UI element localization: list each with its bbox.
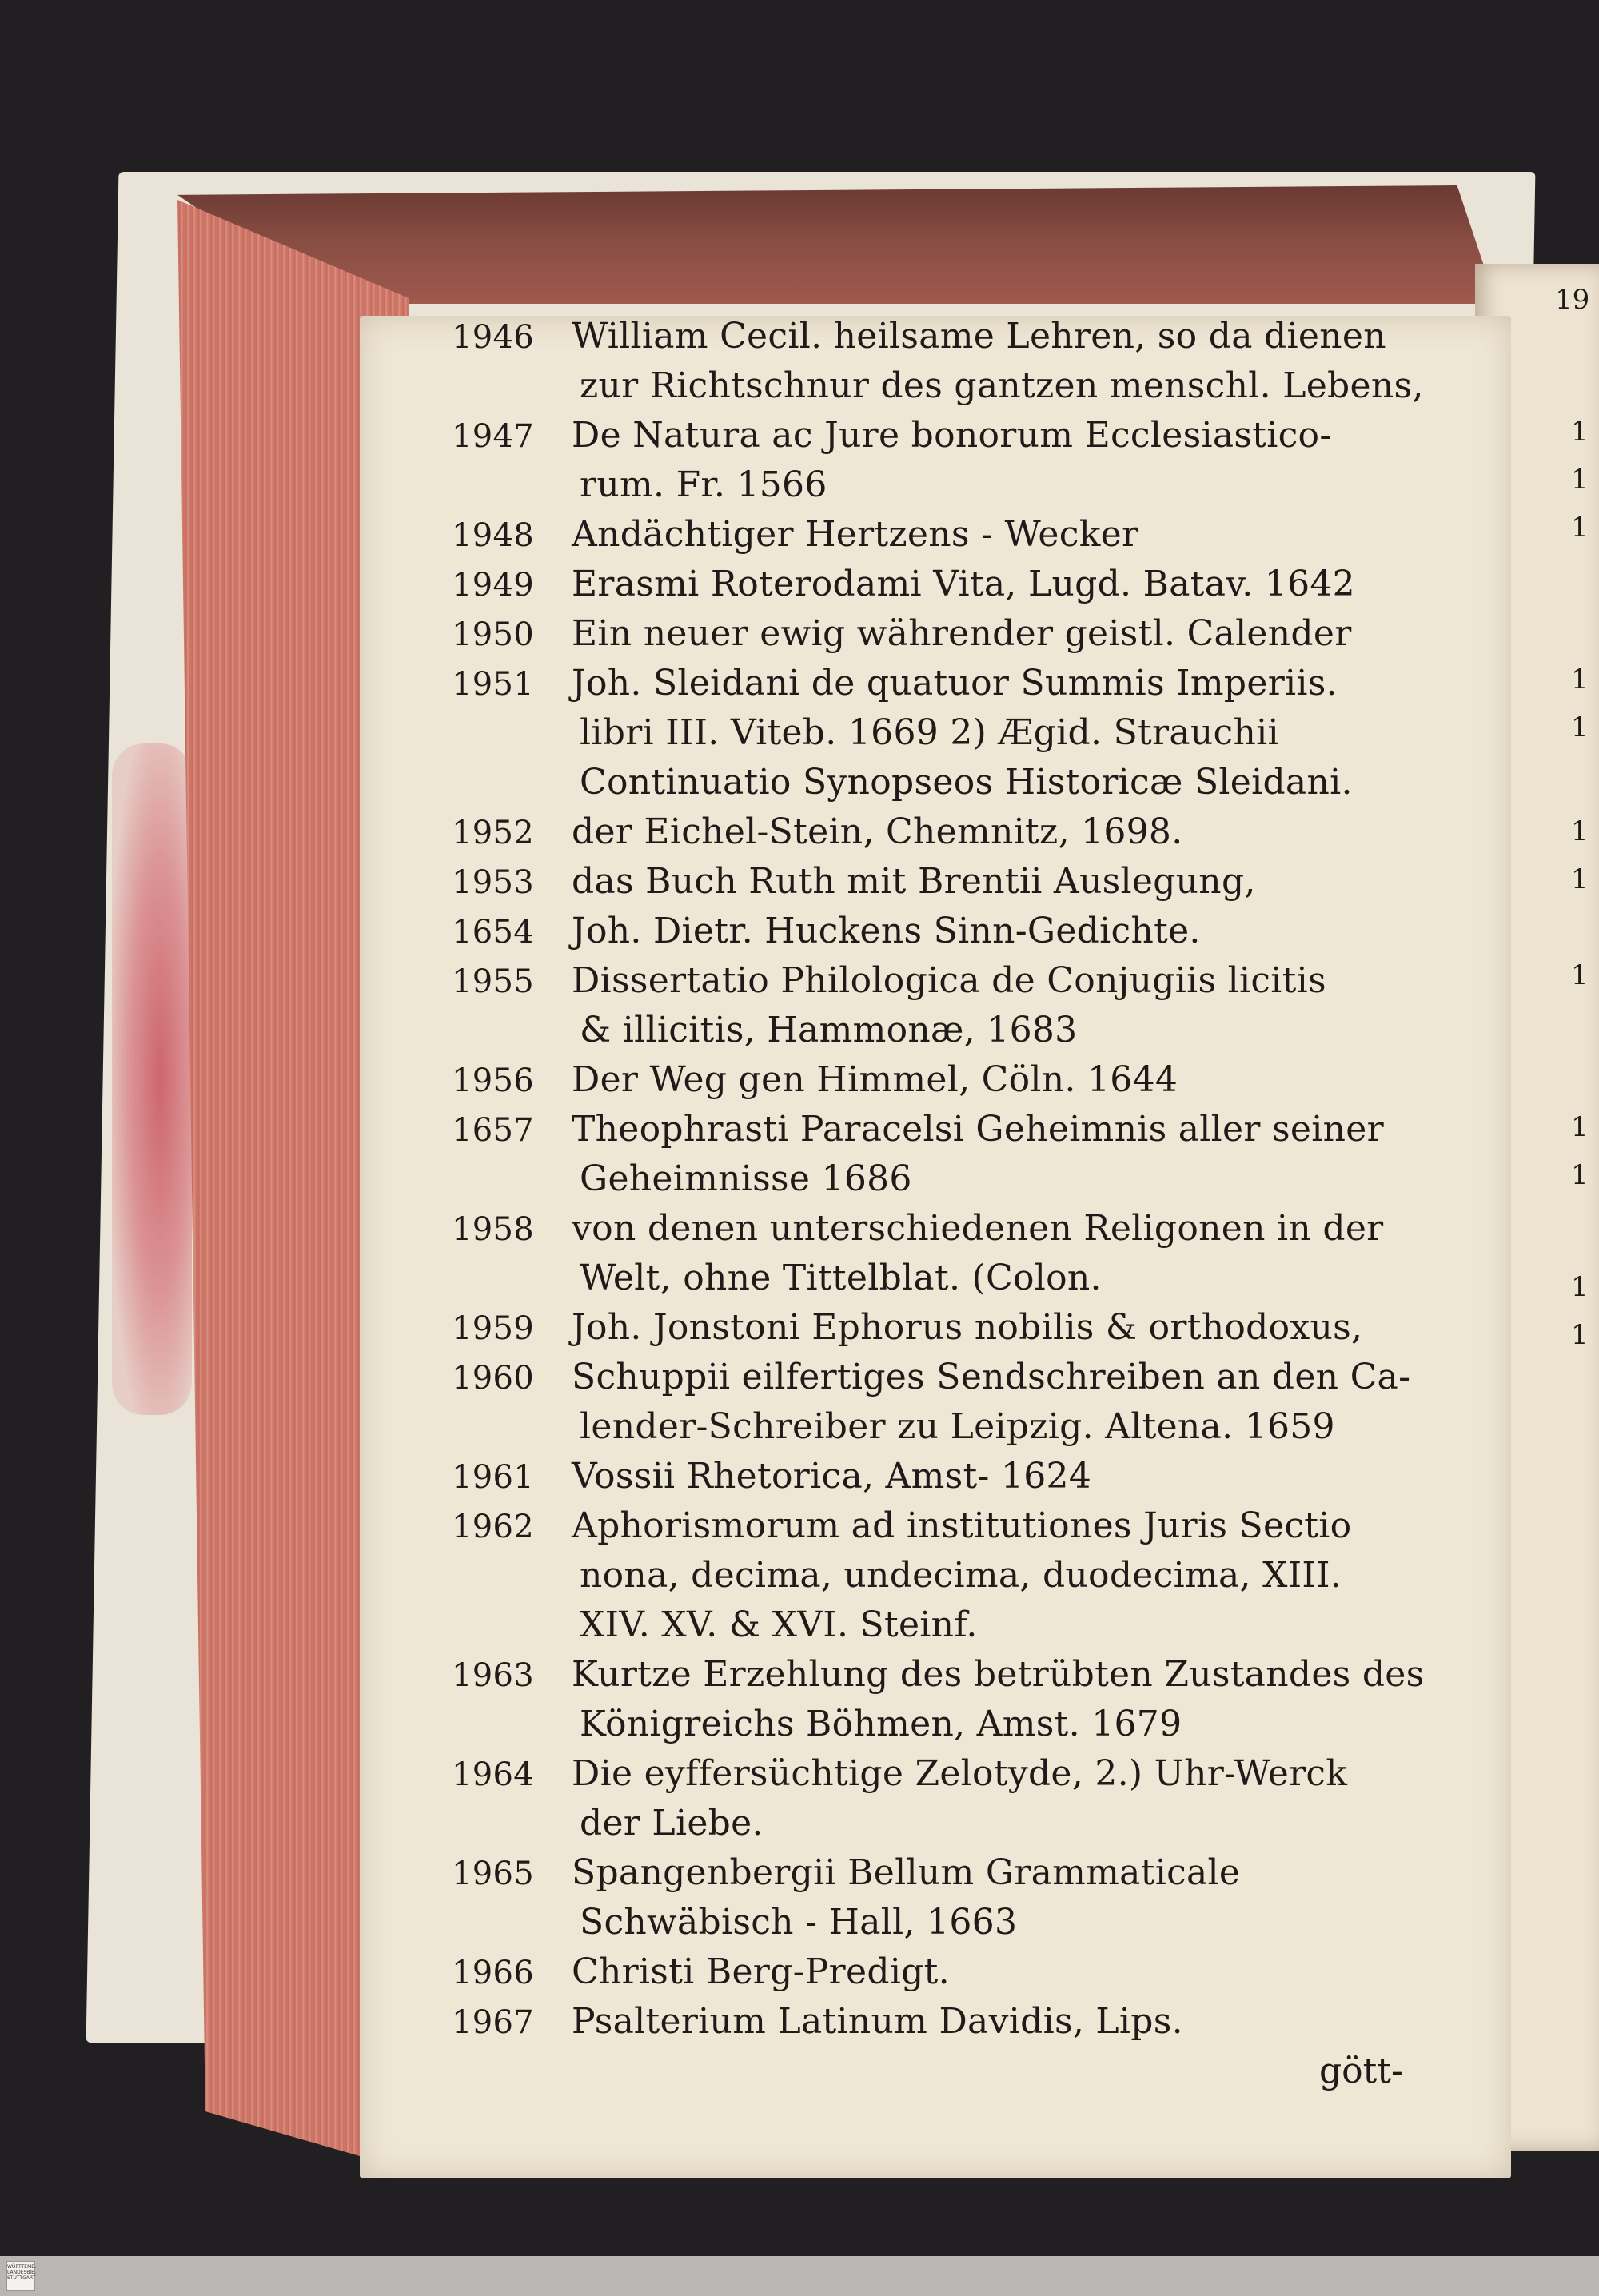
facing-page-number: 1 [1571,959,1589,991]
marbled-paper-fragment [112,743,192,1415]
catalog-entry [452,1059,1403,1109]
entry-number: 1657 [452,1112,534,1149]
catalog-entry [452,1456,1403,1505]
catalog-entry [452,316,1403,365]
entry-text: Psalterium Latinum Davidis, Lips. [572,2001,1183,2042]
entry-text: De Natura ac Jure bonorum Ecclesiastico- [572,415,1332,456]
facing-page-number: 1 [1571,1271,1589,1303]
entry-number: 1946 [452,319,534,356]
entry-number: 1950 [452,616,534,653]
entry-text: Welt, ohne Tittelblat. (Colon. [580,1258,1102,1298]
catalog-entry [452,1951,1403,2001]
catalog-entry-continuation [452,1258,1403,1307]
catalog-entry [452,415,1403,464]
catalog-entry [452,960,1403,1010]
catalog-entry-continuation [452,1704,1403,1753]
facing-page-number: 1 [1571,712,1589,743]
entry-text: Erasmi Roterodami Vita, Lugd. Batav. 1642 [572,564,1355,604]
catalog-entry-continuation [452,762,1403,811]
entry-text: das Buch Ruth mit Brentii Auslegung, [572,861,1256,902]
entry-text: & illicitis, Hammonæ, 1683 [580,1010,1078,1050]
entry-text: XIV. XV. & XVI. Steinf. [580,1604,978,1645]
entry-text: von denen unterschiedenen Religonen in der [572,1208,1384,1249]
catchword: gött- [1319,2051,1403,2091]
library-logo-text: WÜRTTEMB. LANDESBIB. STUTTGART [7,2264,37,2281]
facing-page-number: 1 [1571,464,1589,496]
entry-text: Continuatio Synopseos Historicæ Sleidani. [580,762,1353,803]
entry-text: Kurtze Erzehlung des betrübten Zustandes des [572,1654,1425,1695]
entry-number: 1952 [452,815,534,851]
facing-page-number: 19 [1555,284,1590,316]
entry-text: Die eyffersüchtige Zelotyde, 2.) Uhr-Werck [572,1753,1348,1794]
facing-page-number: 1 [1571,664,1589,696]
entry-number: 1959 [452,1310,534,1347]
entry-text: lender-Schreiber zu Leipzig. Altena. 1659 [580,1406,1335,1447]
catalog-entry [452,613,1403,663]
entry-text: Joh. Sleidani de quatuor Summis Imperiis. [572,663,1338,704]
entry-text: Joh. Dietr. Huckens Sinn-Gedichte. [572,911,1201,951]
catalog-entry [452,1307,1403,1357]
entry-number: 1961 [452,1459,534,1496]
catalog-entry-continuation [452,1902,1403,1951]
entry-text: Joh. Jonstoni Ephorus nobilis & orthodoxus, [572,1307,1363,1348]
viewer-bottom-bar [0,2256,1599,2296]
catalog-entry [452,911,1403,960]
entry-text: Vossii Rhetorica, Amst- 1624 [572,1456,1092,1497]
entry-number: 1956 [452,1062,534,1099]
facing-page-number: 1 [1571,815,1589,847]
facing-page-number: 1 [1571,863,1589,895]
entry-text: Der Weg gen Himmel, Cöln. 1644 [572,1059,1178,1100]
entry-text: Geheimnisse 1686 [580,1158,912,1199]
catalog-entry-continuation [452,464,1403,514]
catalog-entry-continuation [452,1803,1403,1852]
entry-number: 1949 [452,567,534,604]
catalog-entry-continuation [452,1555,1403,1604]
catalog-entry-continuation [452,365,1424,415]
entry-number: 1953 [452,864,534,901]
catalog-entry [452,1505,1403,1555]
entry-number: 1964 [452,1756,534,1793]
facing-page-number: 1 [1571,1159,1589,1191]
catalog-entry [452,1753,1403,1803]
catalog-entry [452,564,1403,613]
entry-number: 1654 [452,914,534,951]
entry-text: Spangenbergii Bellum Grammaticale [572,1852,1241,1893]
entry-text: Andächtiger Hertzens - Wecker [572,514,1139,555]
catalog-entry [452,861,1403,911]
catalog-entry [452,1852,1403,1902]
entry-number: 1963 [452,1657,534,1694]
entry-number: 1965 [452,1856,534,1892]
entry-number: 1966 [452,1955,534,1991]
entry-number: 1947 [452,418,534,455]
facing-page-number: 1 [1571,1319,1589,1351]
catalog-entries [452,316,1425,2051]
catalog-entry [452,2001,1403,2051]
entry-text: Aphorismorum ad institutiones Juris Sectio [572,1505,1352,1546]
catalog-entry [452,1357,1411,1406]
library-logo [6,2261,35,2291]
catalog-entry [452,1654,1425,1704]
facing-page-number: 1 [1571,1111,1589,1143]
entry-text: zur Richtschnur des gantzen menschl. Lebens, [580,365,1424,406]
entry-text: William Cecil. heilsame Lehren, so da dienen [572,316,1386,357]
catalog-entry-continuation [452,1406,1403,1456]
facing-page-number: 1 [1571,512,1589,544]
entry-text: Christi Berg-Predigt. [572,1951,950,1992]
entry-text: Ein neuer ewig währender geistl. Calender [572,613,1352,654]
entry-text: Schuppii eilfertiges Sendschreiben an den Ca- [572,1357,1411,1397]
catalog-entry [452,1109,1403,1158]
catalog-entry [452,811,1403,861]
entry-number: 1967 [452,2004,534,2041]
entry-text: Theophrasti Paracelsi Geheimnis aller seiner [572,1109,1384,1150]
catalog-entry [452,514,1403,564]
entry-number: 1951 [452,666,534,703]
catalog-entry [452,663,1403,712]
facing-page-number: 1 [1571,416,1589,448]
entry-text: der Eichel-Stein, Chemnitz, 1698. [572,811,1183,852]
entry-number: 1962 [452,1509,534,1545]
entry-number: 1948 [452,517,534,554]
entry-text: libri III. Viteb. 1669 2) Ægid. Strauchii [580,712,1279,753]
catalog-entry-continuation [452,1010,1403,1059]
catalog-entry [452,1208,1403,1258]
entry-number: 1960 [452,1360,534,1397]
entry-number: 1958 [452,1211,534,1248]
entry-text: rum. Fr. 1566 [580,464,827,505]
entry-text: Königreichs Böhmen, Amst. 1679 [580,1704,1182,1744]
catalog-entry-continuation [452,1604,1403,1654]
entry-text: Schwäbisch - Hall, 1663 [580,1902,1018,1943]
catalog-entry-continuation [452,1158,1403,1208]
entry-text: nona, decima, undecima, duodecima, XIII. [580,1555,1342,1596]
entry-text: Dissertatio Philologica de Conjugiis licitis [572,960,1326,1001]
entry-text: der Liebe. [580,1803,764,1844]
catalog-entry-continuation [452,712,1403,762]
entry-number: 1955 [452,963,534,1000]
